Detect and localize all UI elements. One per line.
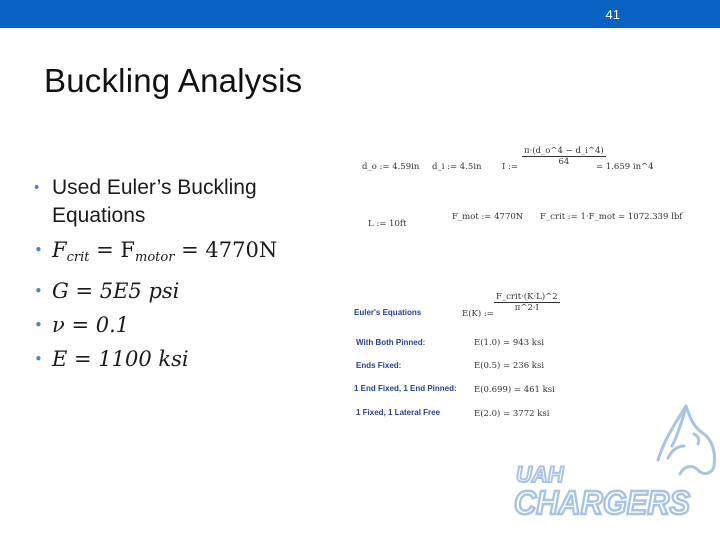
bullet-text: G = 5E5 psi (52, 279, 180, 303)
euler-denominator: π^2·I (514, 303, 539, 313)
bullet-text: Used Euler’s Buckling Equations (52, 176, 257, 227)
logo-line2: CHARGERS (514, 484, 690, 521)
case-value: E(1.0) = 943 ksi (474, 338, 545, 348)
slide-number: 41 (605, 7, 620, 22)
header-bar (0, 0, 720, 28)
fcrit-definition: F_crit := 1·F_mot = 1072.339 lbf (540, 212, 683, 222)
bullet-icon: • (34, 316, 43, 334)
inertia-denominator: 64 (558, 157, 570, 167)
euler-lhs: E(K) := (462, 309, 494, 319)
inertia-numerator: π·(d_o^4 − d_i^4) (524, 146, 604, 156)
bullet-item (34, 278, 334, 305)
euler-numerator: F_crit·(K·L)^2 (496, 292, 558, 302)
inertia-result: = 1.659 in^4 (596, 162, 654, 172)
bullet-item (34, 346, 334, 373)
do-definition: d_o := 4.59in (362, 162, 420, 172)
di-definition: d_i := 4.5in (432, 162, 482, 172)
bullet-icon: • (34, 282, 43, 300)
bullet-item (34, 237, 334, 271)
case-value: E(0.5) = 236 ksi (474, 361, 545, 371)
case-label: Ends Fixed: (356, 361, 402, 370)
force-lhs: F (52, 238, 67, 262)
inertia-fraction (522, 146, 606, 167)
force-rhs: = 4770N (181, 238, 278, 262)
euler-fraction (494, 292, 560, 313)
bullet-icon: • (34, 241, 43, 259)
slide-title: Buckling Analysis (44, 62, 303, 99)
logo-line1: UAH (516, 462, 564, 487)
length-definition: L := 10ft (368, 219, 407, 229)
bullet-icon: • (34, 350, 43, 368)
case-label: 1 Fixed, 1 Lateral Free (356, 408, 441, 417)
case-value: E(2.0) = 3772 ksi (474, 409, 550, 419)
uah-chargers-logo (508, 400, 718, 532)
case-label: 1 End Fixed, 1 End Pinned: (354, 384, 457, 393)
force-lhs-sub: crit (66, 250, 90, 265)
bullet-list (34, 174, 334, 380)
bullet-text: ν = 0.1 (52, 313, 130, 337)
bullet-text: E = 1100 ksi (52, 347, 189, 371)
euler-label: Euler's Equations (354, 308, 422, 317)
case-value: E(0.699) = 461 ksi (474, 385, 555, 395)
force-mid-sub: motor (135, 250, 175, 265)
force-mid: = F (96, 238, 135, 262)
bullet-item (34, 312, 334, 339)
case-label: With Both Pinned: (356, 338, 426, 347)
inertia-lhs: I := (502, 162, 519, 172)
bullet-icon: • (34, 179, 40, 196)
fmot-definition: F_mot := 4770N (452, 212, 524, 222)
bullet-item (34, 174, 334, 230)
horse-head-icon (658, 406, 715, 474)
